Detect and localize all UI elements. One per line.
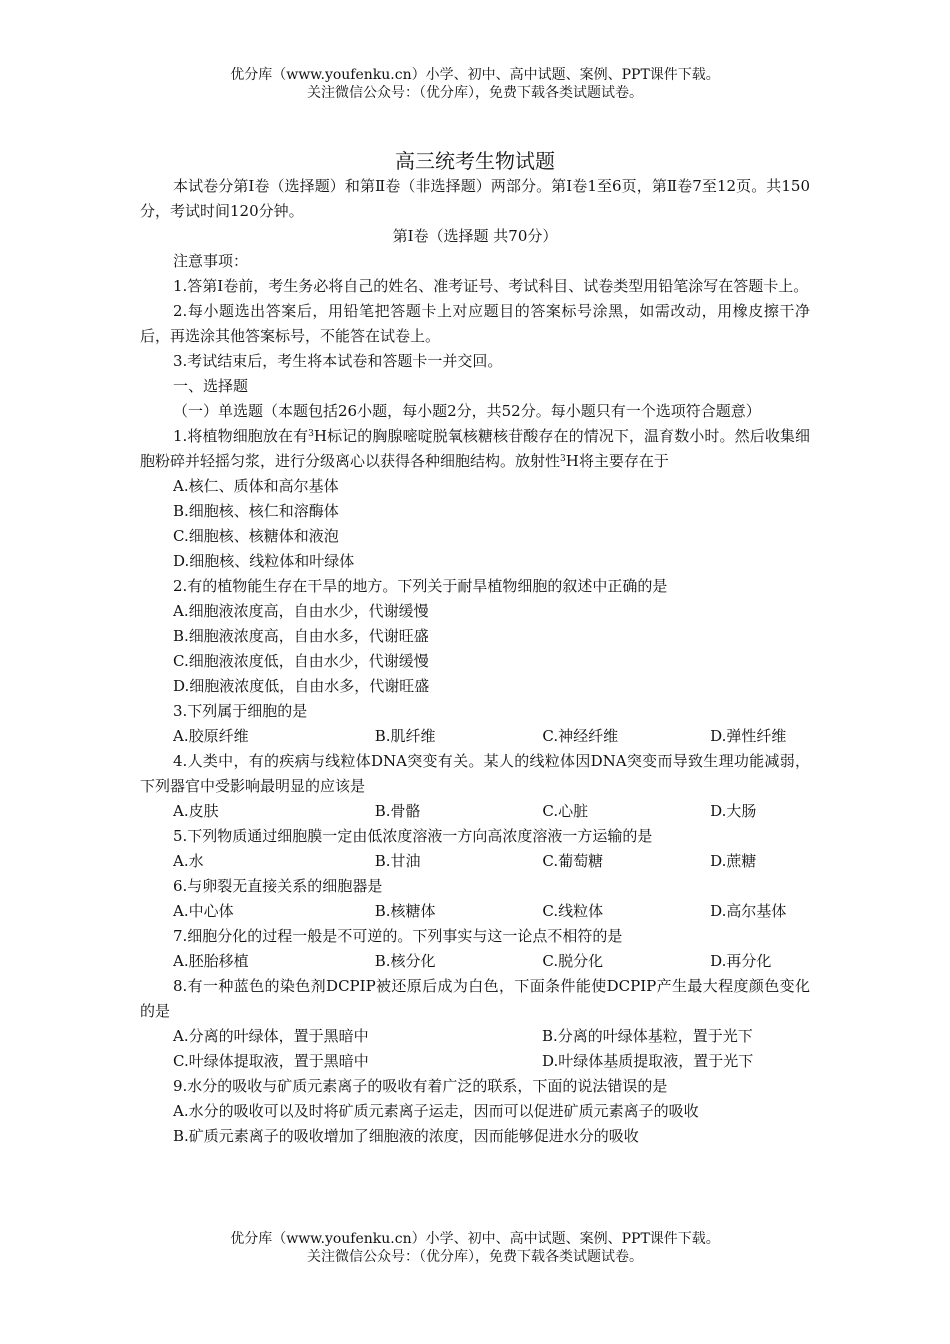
q1-stem-a: 1.将植物细胞放在有 (173, 427, 309, 445)
q2-option-b: B.细胞液浓度高，自由水多，代谢旺盛 (173, 627, 429, 645)
q2-option-c: C.细胞液浓度低，自由水少，代谢缓慢 (173, 652, 429, 670)
q7-option-b: B.核分化 (374, 952, 436, 970)
question-1-stem (140, 424, 810, 474)
q1-stem-b: H标记的胸腺嘧啶脱氧核糖核苷酸存在的情况下，温育数小时。然后收集细胞粉碎并轻摇匀浆，进行分级离心以获得各种细胞结构。放射性 (140, 427, 811, 470)
part-1-subheading: （一）单选题（本题包括26小题，每小题2分，共52分。每小题只有一个选项符合题意） (173, 402, 761, 420)
q3-option-a: A.胶原纤维 (173, 727, 249, 745)
notice-3: 3.考试结束后，考生将本试卷和答题卡一并交回。 (173, 352, 503, 370)
footer-line-2: 关注微信公众号：（优分库），免费下载各类试题试卷。 (307, 1249, 643, 1265)
q1-option-b: B.细胞核、核仁和溶酶体 (173, 502, 339, 520)
q7-option-c: C.脱分化 (542, 952, 604, 970)
question-5-stem: 5.下列物质通过细胞膜一定由低浓度溶液一方向高浓度溶液一方运输的是 (173, 827, 653, 845)
intro-paragraph: 本试卷分第Ⅰ卷（选择题）和第Ⅱ卷（非选择题）两部分。第Ⅰ卷1至6页，第Ⅱ卷7至12页。共150分，考试时间120分钟。 (140, 177, 810, 220)
q3-option-b: B.肌纤维 (374, 727, 436, 745)
q6-option-a: A.中心体 (173, 902, 234, 920)
q8-option-a: A.分离的叶绿体，置于黑暗中 (173, 1027, 369, 1045)
q1-option-d: D.细胞核、线粒体和叶绿体 (173, 552, 355, 570)
q9-option-a: A.水分的吸收可以及时将矿质元素离子运走，因而可以促进矿质元素离子的吸收 (173, 1102, 699, 1120)
q1-superscript-2: 3 (560, 454, 566, 464)
notice-1: 1.答第Ⅰ卷前，考生务必将自己的姓名、准考证号、考试科目、试卷类型用铅笔涂写在答题卡上。 (173, 277, 809, 295)
q3-options (140, 724, 810, 749)
q8-option-d: D.叶绿体基质提取液，置于光下 (542, 1052, 754, 1070)
q4-options (140, 799, 810, 824)
question-3-stem: 3.下列属于细胞的是 (173, 702, 308, 720)
q6-option-b: B.核糖体 (374, 902, 436, 920)
q5-option-a: A.水 (173, 852, 204, 870)
q8-option-c: C.叶绿体提取液，置于黑暗中 (173, 1052, 369, 1070)
q5-option-b: B.甘油 (374, 852, 421, 870)
question-2-stem: 2.有的植物能生存在干旱的地方。下列关于耐旱植物细胞的叙述中正确的是 (173, 577, 668, 595)
q5-option-c: C.葡萄糖 (542, 852, 604, 870)
q6-option-d: D.高尔基体 (710, 902, 787, 920)
q7-options (140, 949, 810, 974)
q8-options-row-1 (140, 1024, 810, 1049)
q6-option-c: C.线粒体 (542, 902, 604, 920)
q1-superscript: 3 (308, 429, 314, 439)
page-header (140, 66, 810, 102)
q1-option-c: C.细胞核、核糖体和液泡 (173, 527, 339, 545)
question-6-stem: 6.与卵裂无直接关系的细胞器是 (173, 877, 383, 895)
q2-option-d: D.细胞液浓度低，自由水多，代谢旺盛 (173, 677, 430, 695)
q8-option-b: B.分离的叶绿体基粒，置于光下 (542, 1027, 753, 1045)
exam-body (140, 174, 810, 1149)
q7-option-d: D.再分化 (710, 952, 772, 970)
notice-2: 2.每小题选出答案后，用铅笔把答题卡上对应题目的答案标号涂黑，如需改动，用橡皮擦干净后，再选涂其他答案标号，不能答在试卷上。 (140, 302, 810, 345)
q3-option-c: C.神经纤维 (542, 727, 619, 745)
page-footer (140, 1230, 810, 1266)
q8-options-row-2 (140, 1049, 810, 1074)
q9-option-b: B.矿质元素离子的吸收增加了细胞液的浓度，因而能够促进水分的吸收 (173, 1127, 639, 1145)
q6-options (140, 899, 810, 924)
exam-title: 高三统考生物试题 (395, 149, 555, 173)
notice-title: 注意事项： (173, 252, 249, 270)
q1-stem-c: H将主要存在于 (565, 452, 669, 470)
section-1-title: 第Ⅰ卷（选择题 共70分） (392, 227, 558, 245)
q7-option-a: A.胚胎移植 (173, 952, 249, 970)
q2-option-a: A.细胞液浓度高，自由水少，代谢缓慢 (173, 602, 429, 620)
q4-option-c: C.心脏 (542, 802, 589, 820)
part-1-heading: 一、选择题 (173, 377, 249, 395)
header-line-2: 关注微信公众号：（优分库），免费下载各类试题试卷。 (307, 85, 643, 101)
question-7-stem: 7.细胞分化的过程一般是不可逆的。下列事实与这一论点不相符的是 (173, 927, 623, 945)
q4-option-a: A.皮肤 (173, 802, 219, 820)
question-9-stem: 9.水分的吸收与矿质元素离子的吸收有着广泛的联系，下面的说法错误的是 (173, 1077, 668, 1095)
question-8-stem: 8.有一种蓝色的染色剂DCPIP被还原后成为白色，下面条件能使DCPIP产生最大程度颜色变化的是 (140, 977, 810, 1020)
q1-option-a: A.核仁、质体和高尔基体 (173, 477, 339, 495)
q5-options (140, 849, 810, 874)
q4-option-d: D.大肠 (710, 802, 757, 820)
question-4-stem: 4.人类中，有的疾病与线粒体DNA突变有关。某人的线粒体因DNA突变而导致生理功能减弱，下列器官中受影响最明显的应该是 (140, 752, 810, 795)
q4-option-b: B.骨骼 (374, 802, 421, 820)
q3-option-d: D.弹性纤维 (710, 727, 787, 745)
header-line-1: 优分库（www.youfenku.cn）小学、初中、高中试题、案例、PPT课件下载。 (230, 67, 720, 83)
q5-option-d: D.蔗糖 (710, 852, 757, 870)
footer-line-1: 优分库（www.youfenku.cn）小学、初中、高中试题、案例、PPT课件下载。 (230, 1231, 720, 1247)
